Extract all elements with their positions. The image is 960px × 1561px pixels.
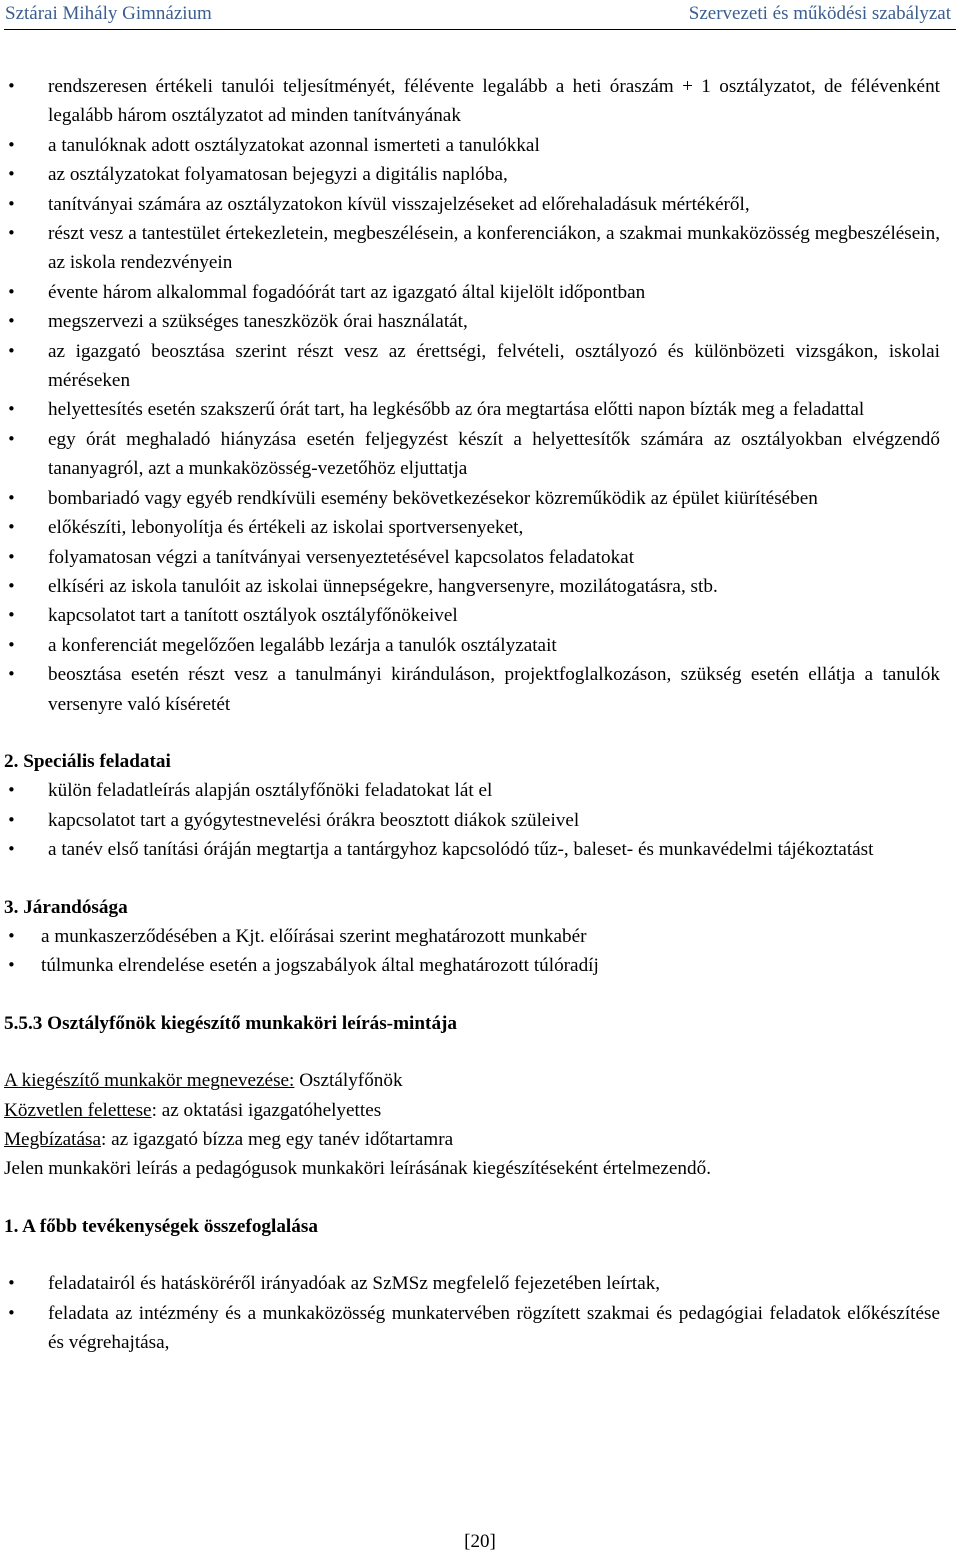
duties-list [4, 72, 940, 719]
job-name-line [4, 1066, 940, 1095]
page-header [0, 0, 960, 30]
special-tasks-list [4, 776, 940, 864]
document-body [4, 72, 940, 1357]
header-divider [4, 29, 956, 30]
list-item: • kapcsolatot tart a tanított osztályok osztályfőnökeivel [4, 601, 940, 630]
list-item: • a tanulóknak adott osztályzatokat azonnal ismerteti a tanulókkal [4, 131, 940, 160]
list-item: • tanítványai számára az osztályzatokon kívül visszajelzéseket ad előrehaladásuk mértékéről, [4, 190, 940, 219]
list-item: • rendszeresen értékeli tanulói teljesítményét, félévente legalább a heti óraszám + 1 osztályzatot, de félévenként legalább három osztályzatot ad minden tanítványának [4, 72, 940, 131]
activities-list [4, 1269, 940, 1357]
job-name-label: A kiegészítő munkakör megnevezése: [4, 1070, 295, 1092]
header-document-title: Szervezeti és működési szabályzat [688, 3, 951, 24]
list-item: • külön feladatleírás alapján osztályfőnöki feladatokat lát el [4, 776, 940, 805]
list-item: • elkíséri az iskola tanulóit az iskolai ünnepségekre, hangversenyre, mozilátogatásra, stb. [4, 572, 940, 601]
list-item: • feladatairól és hatásköréről irányadóak az SzMSz megfelelő fejezetében leírtak, [4, 1269, 940, 1298]
assignment-label: Megbízatása [4, 1129, 101, 1150]
assignment-value: : az igazgató bízza meg egy tanév időtartamra [100, 1129, 454, 1150]
interpretation-note: Jelen munkaköri leírás a pedagógusok munkaköri leírásának kiegészítéseként értelmezendő. [4, 1158, 712, 1180]
list-item: • a tanév első tanítási óráján megtartja a tantárgyhoz kapcsolódó tűz-, baleset- és munkavédelmi tájékoztatást [4, 835, 940, 864]
list-item: • túlmunka elrendelése esetén a jogszabályok által meghatározott túlóradíj [4, 951, 940, 980]
job-name-value: Osztályfőnök [294, 1070, 403, 1092]
list-item: • évente három alkalommal fogadóórát tart az igazgató által kijelölt időpontban [4, 278, 940, 307]
section-heading-special-tasks: 2. Speciális feladatai [4, 750, 171, 772]
supervisor-label: Közvetlen felettese [4, 1099, 152, 1121]
supervisor-line [4, 1096, 940, 1125]
list-item: • részt vesz a tantestület értekezletein, megbeszélésein, a konferenciákon, a szakmai munkaközösség megbeszélésein, az iskola rendezvényein [4, 219, 940, 278]
list-item: • helyettesítés esetén szakszerű órát tart, ha legkésőbb az óra megtartása előtti napon bízták meg a feladattal [4, 395, 940, 424]
list-item: • kapcsolatot tart a gyógytestnevelési órákra beosztott diákok szüleivel [4, 806, 940, 835]
list-item: • folyamatosan végzi a tanítványai versenyeztetésével kapcsolatos feladatokat [4, 543, 940, 572]
list-item: • az osztályzatokat folyamatosan bejegyzi a digitális naplóba, [4, 160, 940, 189]
list-item: • egy órát meghaladó hiányzása esetén feljegyzést készít a helyettesítők számára az osztályokban elvégzendő tananyagról, azt a munkaközösség-vezetőhöz eljuttatja [4, 425, 940, 484]
page-number: [20] [464, 1531, 496, 1552]
list-item: • feladata az intézmény és a munkaközösség munkatervében rögzített szakmai és pedagógiai feladatok előkészítése és végrehajtása, [4, 1299, 940, 1358]
assignment-line [4, 1125, 940, 1154]
list-item: • előkészíti, lebonyolítja és értékeli az iskolai sportversenyeket, [4, 513, 940, 542]
section-heading-activities: 1. A főbb tevékenységek összefoglalása [4, 1215, 318, 1237]
header-school-name: Sztárai Mihály Gimnázium [5, 3, 212, 24]
list-item: • bombariadó vagy egyéb rendkívüli esemény bekövetkezésekor közreműködik az épület kiürítésében [4, 484, 940, 513]
list-item: • beosztása esetén részt vesz a tanulmányi kiránduláson, projektfoglalkozáson, szükség esetén ellátja a tanulók versenyre való kíséretét [4, 660, 940, 719]
section-heading-compensation: 3. Járandósága [4, 896, 128, 918]
section-heading-form-teacher: 5.5.3 Osztályfőnök kiegészítő munkaköri leírás-mintája [4, 1012, 458, 1034]
list-item: • a konferenciát megelőzően legalább lezárja a tanulók osztályzatait [4, 631, 940, 660]
list-item: • megszervezi a szükséges taneszközök órai használatát, [4, 307, 940, 336]
supervisor-value: : az oktatási igazgatóhelyettes [151, 1099, 382, 1121]
list-item: • a munkaszerződésében a Kjt. előírásai szerint meghatározott munkabér [4, 922, 940, 951]
compensation-list [4, 922, 940, 981]
list-item: • az igazgató beosztása szerint részt vesz az érettségi, felvételi, osztályozó és különbözeti vizsgákon, iskolai méréseken [4, 337, 940, 396]
